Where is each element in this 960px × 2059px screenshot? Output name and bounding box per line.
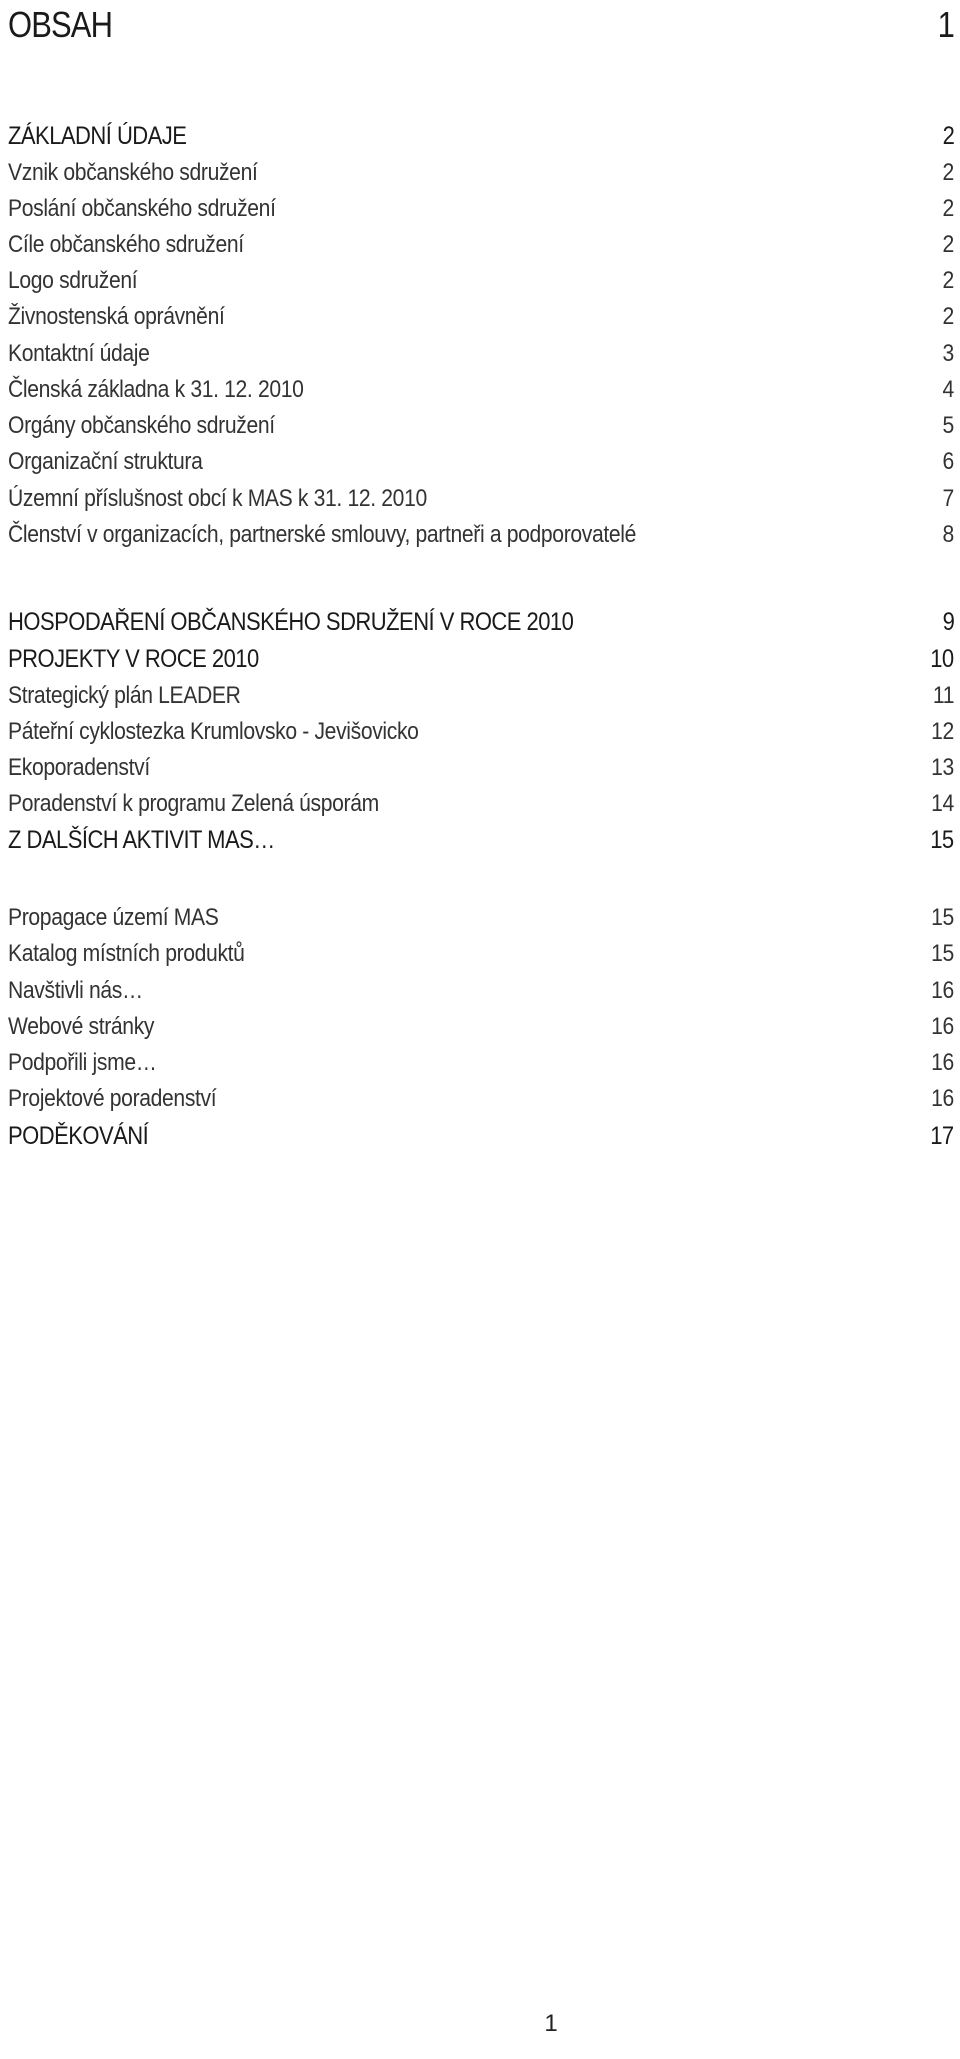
toc-entry-page: 16: [931, 1085, 954, 1112]
toc-heading: [8, 2, 954, 48]
toc-entry-label: PROJEKTY V ROCE 2010: [8, 644, 259, 673]
toc-entry-page: 2: [942, 303, 954, 330]
toc-entry-label: ZÁKLADNÍ ÚDAJE: [8, 121, 187, 150]
toc-entry-label: Členství v organizacích, partnerské smlouvy, partneři a podporovatelé: [8, 521, 637, 548]
toc-entry-clenska-zakladna[interactable]: [8, 372, 954, 408]
toc-entry-paterni-cyklostezka[interactable]: [8, 714, 954, 750]
toc-entry-navstivili[interactable]: [8, 973, 954, 1009]
toc-entry-page: 16: [931, 977, 954, 1004]
toc-entry-poradenstvi-zelena[interactable]: [8, 786, 954, 822]
toc-entry-zakladni-udaje[interactable]: [8, 118, 954, 154]
toc-entry-page: 2: [942, 195, 954, 222]
toc-entry-projekty[interactable]: [8, 641, 954, 677]
toc-entry-label: Strategický plán LEADER: [8, 682, 241, 709]
toc-entry-vznik[interactable]: [8, 155, 954, 191]
toc-entry-label: Podpořili jsme…: [8, 1049, 157, 1076]
footer-page-number: 1: [544, 2010, 558, 2037]
toc-entry-label: Ekoporadenství: [8, 754, 150, 781]
toc-entry-label: Organizační struktura: [8, 448, 203, 475]
toc-entry-zivnostenska[interactable]: [8, 299, 954, 335]
toc-entry-label: Územní příslušnost obcí k MAS k 31. 12. 2010: [8, 485, 427, 512]
toc-entry-strategicky-plan[interactable]: [8, 678, 954, 714]
toc-entry-kontaktni[interactable]: [8, 336, 954, 372]
toc-entry-poslani[interactable]: [8, 191, 954, 227]
toc-entry-page: 5: [942, 412, 954, 439]
toc-entry-label: Kontaktní údaje: [8, 340, 150, 367]
toc-entry-label: Živnostenská oprávnění: [8, 303, 225, 330]
toc-entry-label: Z DALŠÍCH AKTIVIT MAS…: [8, 825, 275, 854]
toc-entry-page: 10: [930, 644, 954, 673]
toc-entry-label: Poslání občanského sdružení: [8, 195, 276, 222]
toc-entry-label: Vznik občanského sdružení: [8, 159, 258, 186]
toc-entry-page: 2: [942, 267, 954, 294]
toc-entry-organizacni-struktura[interactable]: [8, 444, 954, 480]
toc-entry-label: Projektové poradenství: [8, 1085, 217, 1112]
toc-entry-webove-stranky[interactable]: [8, 1009, 954, 1045]
toc-entry-uzemni-prislusnost[interactable]: [8, 481, 954, 517]
toc-entry-page: 2: [942, 121, 954, 150]
toc-entry-label: Poradenství k programu Zelená úsporám: [8, 790, 379, 817]
page-title: OBSAH: [8, 4, 113, 45]
toc-entry-page: 6: [942, 448, 954, 475]
toc-entry-label: HOSPODAŘENÍ OBČANSKÉHO SDRUŽENÍ V ROCE 2010: [8, 607, 574, 636]
toc-entry-ekoporadenstvi[interactable]: [8, 750, 954, 786]
toc-entry-label: Navštivli nás…: [8, 977, 143, 1004]
toc-entry-label: Katalog místních produktů: [8, 940, 245, 967]
toc-entry-dalsi-aktivity[interactable]: [8, 822, 954, 858]
toc-entry-label: Členská základna k 31. 12. 2010: [8, 376, 304, 403]
toc-entry-page: 16: [931, 1013, 954, 1040]
toc-entry-page: 17: [930, 1121, 954, 1150]
toc-entry-podporili[interactable]: [8, 1045, 954, 1081]
toc-entry-page: 11: [932, 682, 954, 709]
toc-entry-propagace[interactable]: [8, 900, 954, 936]
toc-entry-organy[interactable]: [8, 408, 954, 444]
toc-entry-projektove-poradenstvi[interactable]: [8, 1081, 954, 1117]
toc-entry-page: 13: [931, 754, 954, 781]
toc-entry-label: PODĚKOVÁNÍ: [8, 1121, 149, 1150]
toc-entry-page: 15: [931, 940, 954, 967]
toc-entry-label: Páteřní cyklostezka Krumlovsko - Jevišovicko: [8, 718, 419, 745]
toc-entry-page: 14: [931, 790, 954, 817]
toc-entry-page: 3: [942, 340, 954, 367]
toc-entry-hospodareni[interactable]: [8, 604, 954, 640]
toc-entry-page: 8: [942, 521, 954, 548]
toc-entry-page: 9: [942, 607, 954, 636]
toc-entry-page: 2: [942, 231, 954, 258]
toc-entry-label: Logo sdružení: [8, 267, 138, 294]
toc-entry-cile[interactable]: [8, 227, 954, 263]
toc-entry-label: Propagace území MAS: [8, 904, 219, 931]
toc-entry-podekovani[interactable]: [8, 1118, 954, 1154]
toc-entry-logo[interactable]: [8, 263, 954, 299]
toc-entry-label: Orgány občanského sdružení: [8, 412, 275, 439]
heading-page-number: 1: [937, 4, 954, 45]
toc-entry-label: Webové stránky: [8, 1013, 155, 1040]
toc-entry-page: 2: [942, 159, 954, 186]
toc-entry-page: 16: [931, 1049, 954, 1076]
toc-entry-page: 15: [930, 825, 954, 854]
toc-entry-page: 15: [931, 904, 954, 931]
toc-entry-clenstvi[interactable]: [8, 517, 954, 553]
toc-entry-page: 7: [942, 485, 954, 512]
toc-entry-page: 12: [931, 718, 954, 745]
toc-entry-page: 4: [942, 376, 954, 403]
toc-entry-katalog[interactable]: [8, 936, 954, 972]
toc-entry-label: Cíle občanského sdružení: [8, 231, 244, 258]
